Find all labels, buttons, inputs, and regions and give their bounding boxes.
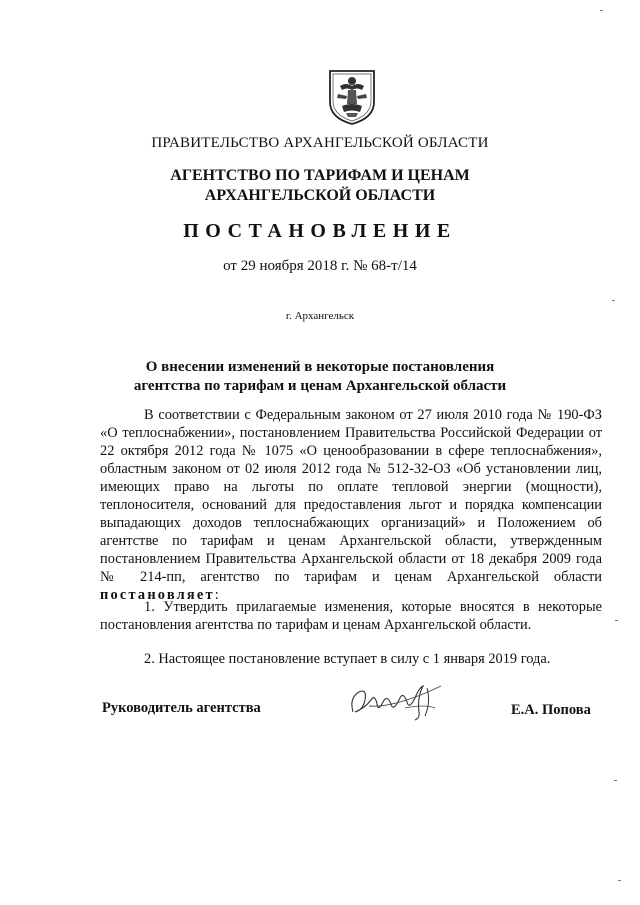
- resolves-word: постановляет: [100, 587, 215, 603]
- scan-speck: [615, 620, 618, 621]
- date-and-number: от 29 ноября 2018 г. № 68-т/14: [223, 258, 417, 274]
- document-type: ПОСТАНОВЛЕНИЕ: [183, 220, 457, 242]
- scan-speck: [612, 300, 615, 301]
- agency-title-line2: АРХАНГЕЛЬСКОЙ ОБЛАСТИ: [204, 187, 436, 204]
- document-subject: [0, 358, 640, 396]
- preamble-paragraph: [100, 406, 602, 604]
- handwritten-signature: [345, 678, 450, 724]
- scan-speck: [614, 780, 617, 781]
- agency-title: [0, 166, 640, 206]
- list-item: 1. Утвердить прилагаемые изменения, которые вносятся в некоторые постановления агентства по тарифам и ценам Архангельской области.: [100, 599, 602, 633]
- resolves-colon: :: [214, 587, 219, 603]
- government-title: ПРАВИТЕЛЬСТВО АРХАНГЕЛЬСКОЙ ОБЛАСТИ: [151, 135, 489, 151]
- preamble-text: В соответствии с Федеральным законом от 27 июля 2010 года № 190-ФЗ «О теплоснабжении», постановлением Правительства Российской Федерации от 22 октября 2012 года № 1075 «О ценообразовании в сфере теплоснабжения», областным законом от 02 июля 2012 года № 512-32-ОЗ «Об установлении лиц, имеющих право на льготы по оплате тепловой энергии (мощности), теплоносителя, оснований для предоставления льгот и порядка компенсации выпадающих доходов теплоснабжающих организаций» и Положением об агентстве по тарифам и ценам Архангельской области, утвержденным постановлением Правительства Архангельской области от 18 декабря 2009 года № 214-пп, агентство по тарифам и ценам Архангельской области: [100, 407, 602, 585]
- signatory-name: Е.А. Попова: [511, 702, 591, 718]
- scan-speck: [600, 10, 603, 11]
- subject-line2: агентства по тарифам и ценам Архангельской области: [133, 378, 507, 394]
- list-item: 2. Настоящее постановление вступает в силу с 1 января 2019 года.: [144, 651, 551, 667]
- coat-of-arms-icon: [326, 68, 378, 126]
- agency-title-line1: АГЕНТСТВО ПО ТАРИФАМ И ЦЕНАМ: [170, 167, 470, 184]
- city: г. Архангельск: [285, 310, 355, 322]
- signatory-position: Руководитель агентства: [102, 700, 261, 716]
- subject-line1: О внесении изменений в некоторые постановления: [145, 359, 495, 375]
- scan-speck: [618, 880, 621, 881]
